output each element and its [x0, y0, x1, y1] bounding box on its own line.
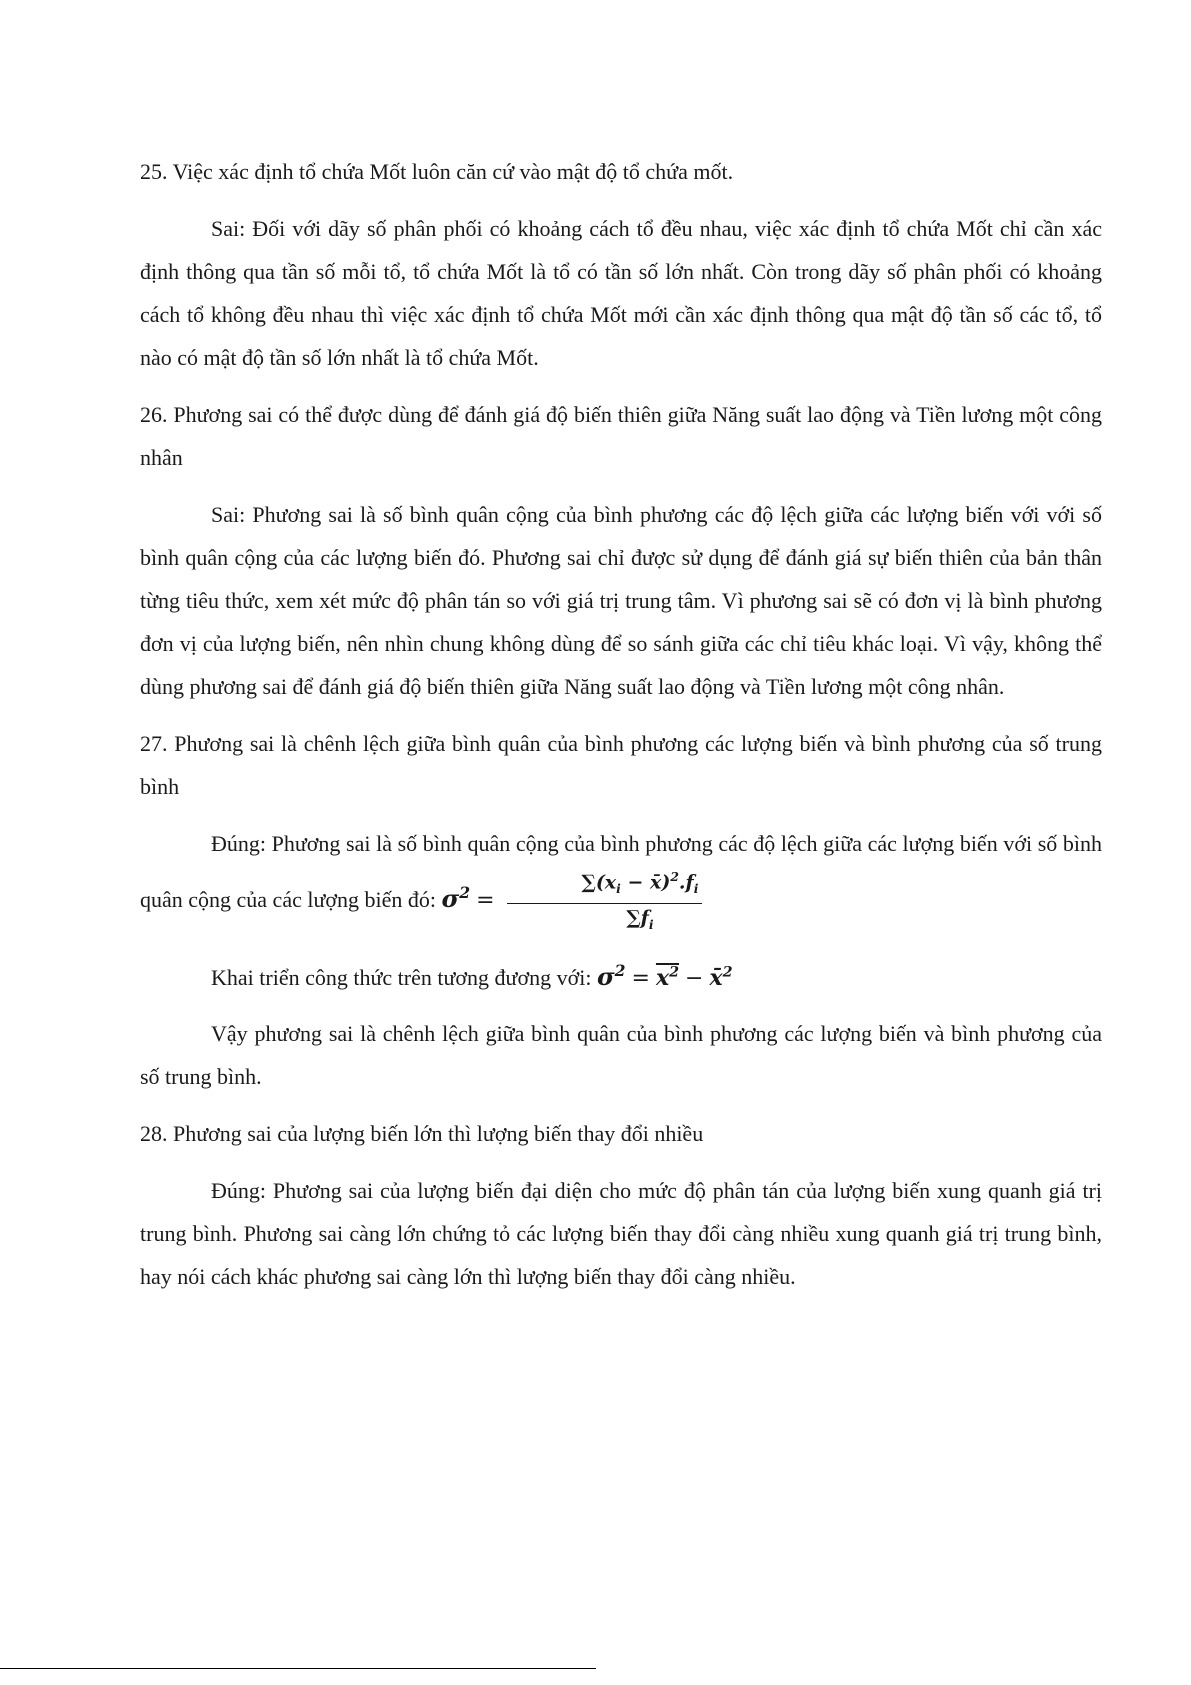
question-26: 26. Phương sai có thể được dùng để đánh giá độ biến thiên giữa Năng suất lao động và Tiền lương một công nhân	[140, 402, 1102, 470]
variance-fraction: $\frac{\sum(x_i - x̄)^2.f_i}{\sum f_i}$	[507, 865, 703, 937]
variance-formula: $\sigma^2$ = $\frac{\sum(x_i - x̄)^2.f_i}{\sum f_i}$	[442, 887, 703, 913]
answer-26: Sai: Phương sai là số bình quân cộng của bình phương các độ lệch giữa các lượng biến với với số bình quân cộng của các lượng biến đó. Phương sai chỉ được sử dụng để đánh giá sự biến thiên của bản thân từng tiêu thức, xem xét mức độ phân tán so với giá trị trung tâm. Vì phương sai sẽ có đơn vị là bình phương đơn vị của lượng biến, nên nhìn chung không dùng để so sánh giữa các chỉ tiêu khác loại. Vì vậy, không thể dùng phương sai để đánh giá độ biến thiên giữa Năng suất lao động và Tiền lương một công nhân.	[140, 502, 1102, 699]
question-28: 28. Phương sai của lượng biến lớn thì lượng biến thay đổi nhiều	[140, 1120, 704, 1146]
answer-27-intro: Đúng: Phương sai là số bình quân cộng của bình phương các độ lệch giữa các lượng biến với số bình quân cộng của các lượng biến đó:	[140, 831, 1102, 912]
expanded-variance-formula: $\sigma^2 = x^2$ − x̄$^2$	[596, 960, 733, 991]
question-27: 27. Phương sai là chênh lệch giữa bình quân của bình phương các lượng biến và bình phương của số trung bình	[140, 731, 1102, 799]
document-page	[140, 150, 1102, 1312]
footnote-separator	[0, 1668, 596, 1669]
question-25: 25. Việc xác định tổ chứa Mốt luôn căn cứ vào mật độ tổ chứa mốt.	[140, 159, 734, 184]
answer-28: Đúng: Phương sai của lượng biến đại diện cho mức độ phân tán của lượng biến xung quanh giá trị trung bình. Phương sai càng lớn chứng tỏ các lượng biến thay đổi càng nhiều xung quanh giá trị trung bình, hay nói cách khác phương sai càng lớn thì lượng biến thay đổi càng nhiều.	[140, 1177, 1102, 1289]
answer-27-expansion	[140, 949, 1102, 1000]
answer-27-expand-text: Khai triển công thức trên tương đương với:	[211, 964, 592, 990]
answer-25: Sai: Đối với dãy số phân phối có khoảng cách tổ đều nhau, việc xác định tổ chứa Mốt chỉ cần xác định thông qua tần số mỗi tổ, tổ chứa Mốt là tổ có tần số lớn nhất. Còn trong dãy số phân phối có khoảng cách tổ không đều nhau thì việc xác định tổ chứa Mốt mới cần xác định thông qua mật độ tần số các tổ, tổ nào có mật độ tần số lớn nhất là tổ chứa Mốt.	[140, 216, 1102, 370]
answer-27-conclusion: Vậy phương sai là chênh lệch giữa bình quân của bình phương các lượng biến và bình phương của số trung bình.	[140, 1020, 1102, 1089]
answer-27	[140, 822, 1102, 937]
